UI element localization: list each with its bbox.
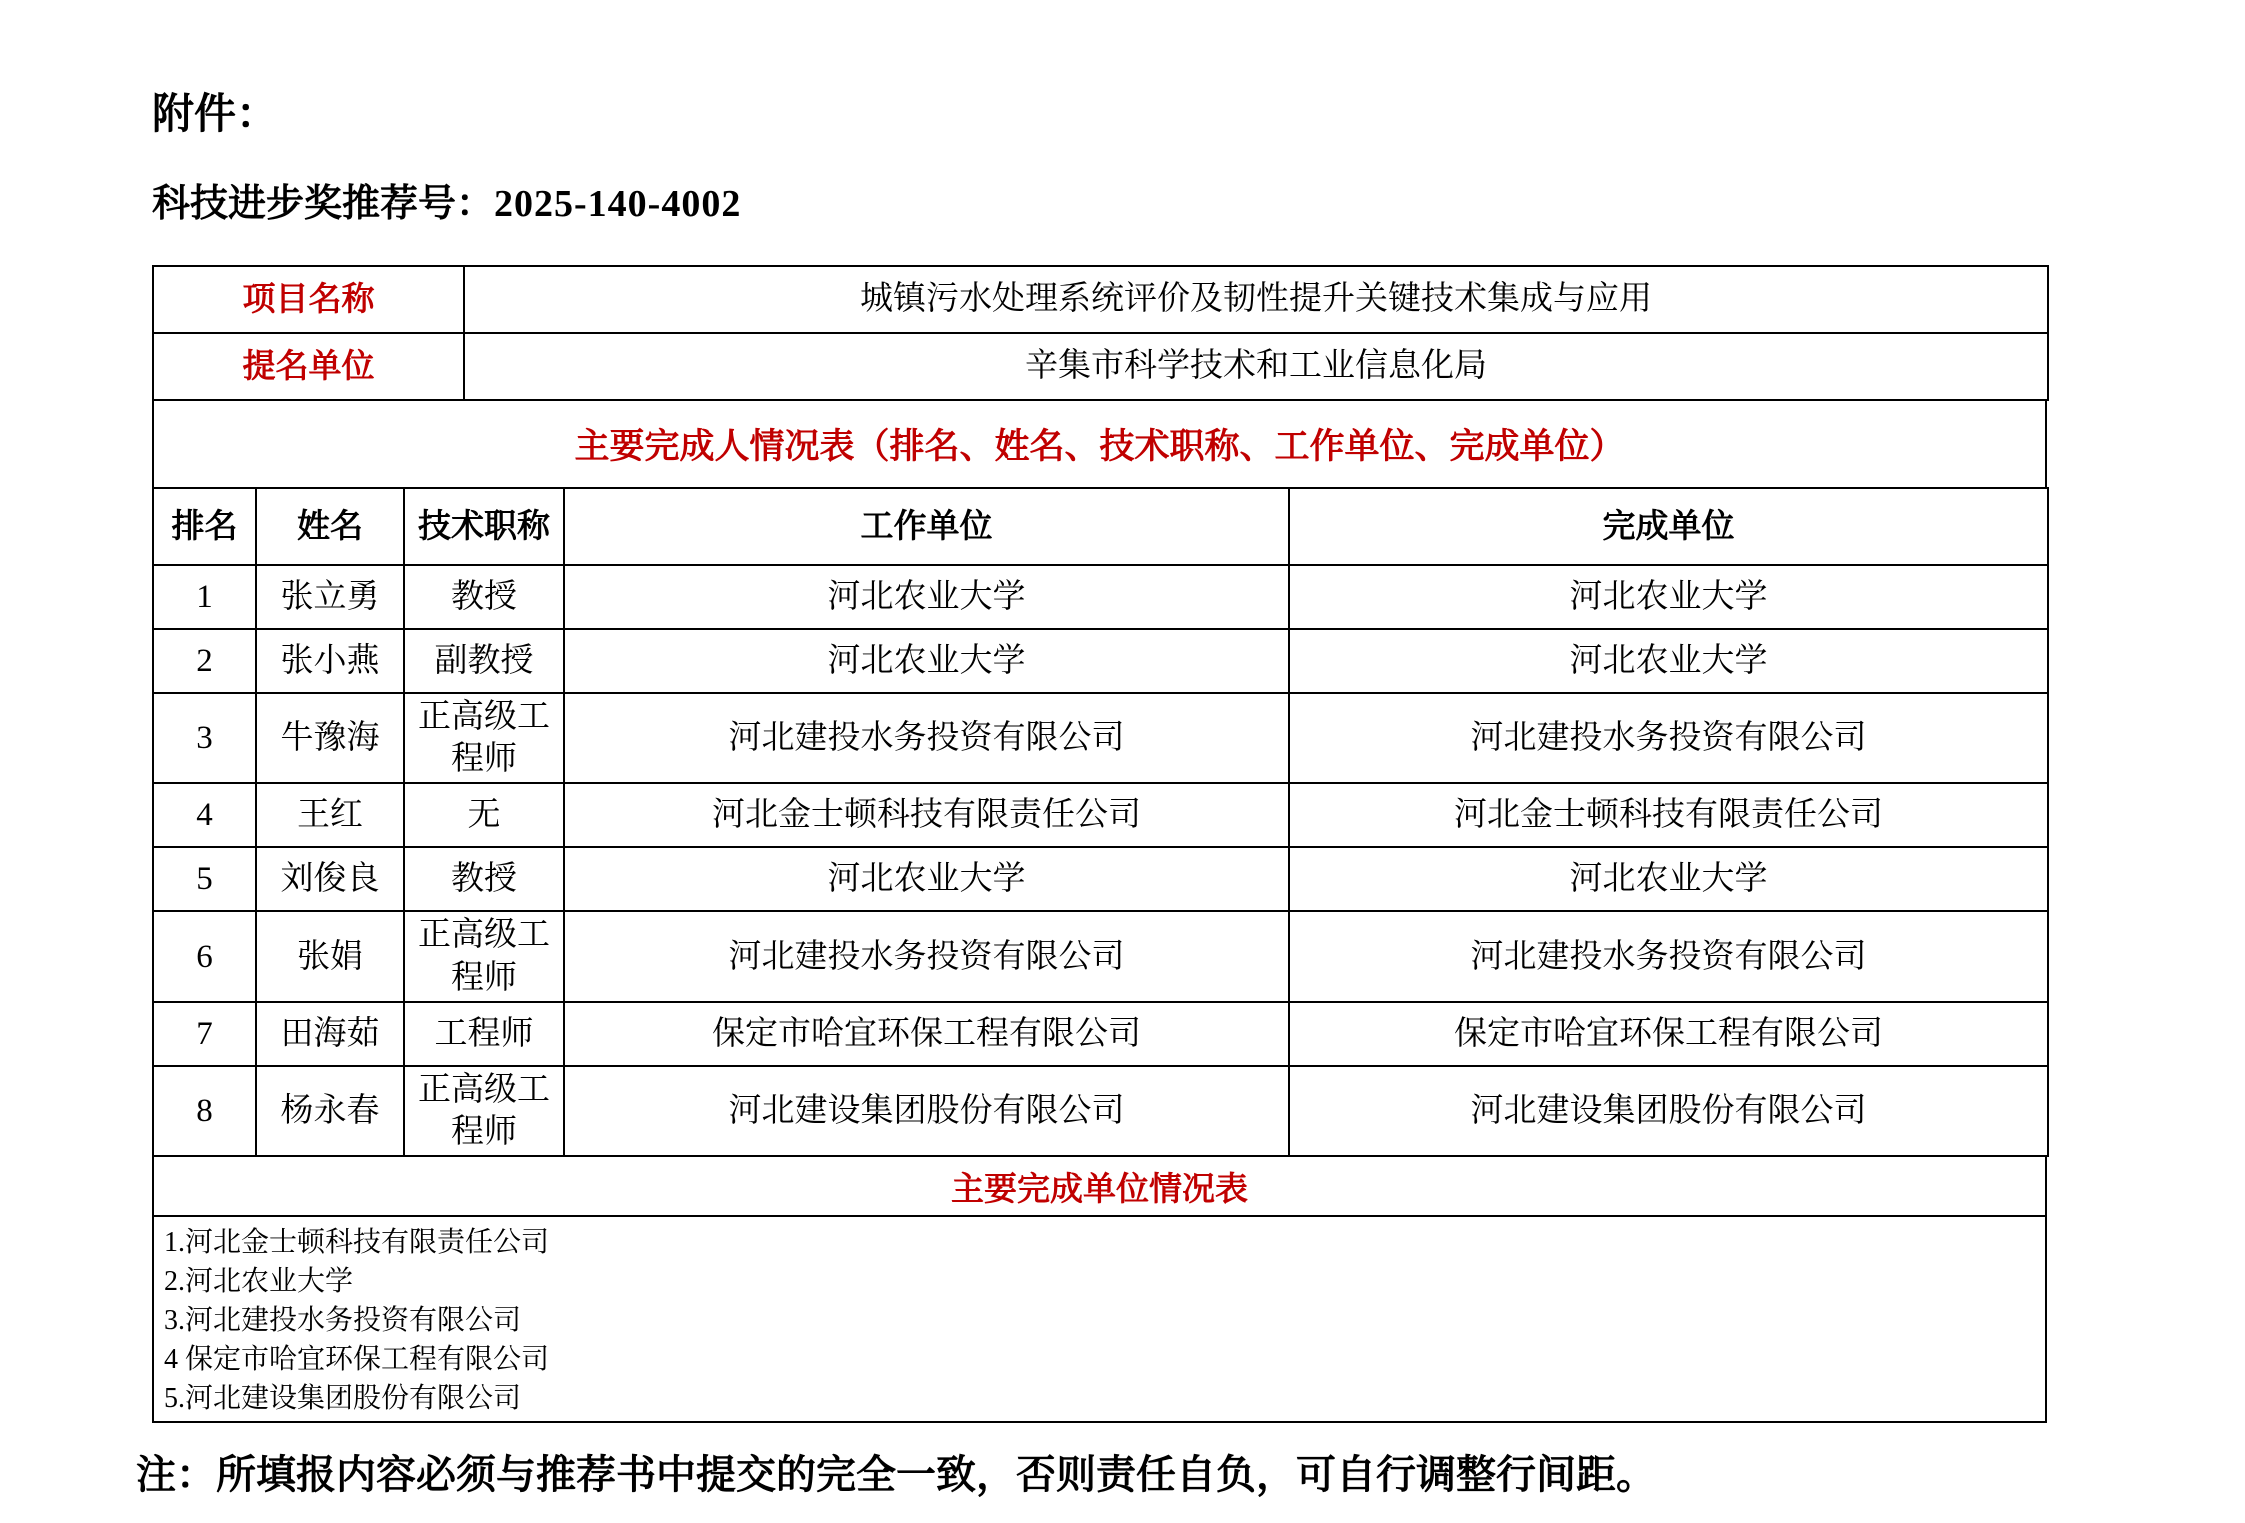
recommendation-number-line <box>152 182 2047 227</box>
header-title: 技术职称 <box>404 488 564 565</box>
project-name-value: 城镇污水处理系统评价及韧性提升关键技术集成与应用 <box>464 266 2048 333</box>
name-cell: 王红 <box>256 783 404 847</box>
rank-cell: 4 <box>153 783 256 847</box>
completion-unit-cell: 河北农业大学 <box>1289 565 2048 629</box>
work-unit-cell: 河北金士顿科技有限责任公司 <box>564 783 1289 847</box>
name-cell: 田海茹 <box>256 1002 404 1066</box>
rank-cell: 1 <box>153 565 256 629</box>
table-row <box>153 565 2048 629</box>
title-cell: 无 <box>404 783 564 847</box>
list-item: 4 保定市哈宜环保工程有限公司 <box>164 1344 550 1376</box>
title-cell: 副教授 <box>404 629 564 693</box>
title-cell: 正高级工程师 <box>404 911 564 1001</box>
table-row <box>153 783 2048 847</box>
table-row <box>153 1066 2048 1156</box>
rank-cell: 3 <box>153 693 256 783</box>
rank-cell: 5 <box>153 847 256 911</box>
title-cell: 正高级工程师 <box>404 1066 564 1156</box>
work-unit-cell: 河北建投水务投资有限公司 <box>564 911 1289 1001</box>
table-row <box>153 911 2048 1001</box>
nominator-label: 提名单位 <box>153 333 464 400</box>
table-row <box>153 847 2048 911</box>
completers-caption-row <box>152 399 2047 489</box>
work-unit-cell: 河北农业大学 <box>564 629 1289 693</box>
header-name: 姓名 <box>256 488 404 565</box>
list-item: 2.河北农业大学 <box>164 1266 354 1298</box>
project-info-table <box>152 265 2049 401</box>
rank-cell: 2 <box>153 629 256 693</box>
header-rank: 排名 <box>153 488 256 565</box>
completion-unit-cell: 河北建投水务投资有限公司 <box>1289 693 2048 783</box>
completers-table <box>152 487 2049 1157</box>
footer-note: 注：所填报内容必须与推荐书中提交的完全一致，否则责任自负，可自行调整行间距。 <box>136 1452 1656 1498</box>
recommendation-number-value: 2025-140-4002 <box>494 183 742 226</box>
completion-unit-cell: 河北农业大学 <box>1289 847 2048 911</box>
nominator-row <box>153 333 2048 400</box>
units-caption: 主要完成单位情况表 <box>951 1168 1248 1208</box>
completion-unit-cell: 河北农业大学 <box>1289 629 2048 693</box>
completers-header-row <box>153 488 2048 565</box>
name-cell: 张小燕 <box>256 629 404 693</box>
completion-unit-cell: 保定市哈宜环保工程有限公司 <box>1289 1002 2048 1066</box>
table-row <box>153 1002 2048 1066</box>
award-table <box>152 265 2047 1423</box>
units-caption-row <box>152 1155 2047 1217</box>
title-cell: 教授 <box>404 847 564 911</box>
list-item: 1.河北金士顿科技有限责任公司 <box>164 1227 550 1259</box>
list-item: 3.河北建投水务投资有限公司 <box>164 1305 522 1337</box>
project-name-label: 项目名称 <box>153 266 464 333</box>
rank-cell: 8 <box>153 1066 256 1156</box>
title-cell: 教授 <box>404 565 564 629</box>
rank-cell: 7 <box>153 1002 256 1066</box>
header-work-unit: 工作单位 <box>564 488 1289 565</box>
work-unit-cell: 河北农业大学 <box>564 565 1289 629</box>
completion-unit-cell: 河北建设集团股份有限公司 <box>1289 1066 2048 1156</box>
name-cell: 杨永春 <box>256 1066 404 1156</box>
units-list-cell <box>152 1215 2047 1423</box>
completion-unit-cell: 河北金士顿科技有限责任公司 <box>1289 783 2048 847</box>
project-name-row <box>153 266 2048 333</box>
header-completion-unit: 完成单位 <box>1289 488 2048 565</box>
name-cell: 刘俊良 <box>256 847 404 911</box>
work-unit-cell: 河北建设集团股份有限公司 <box>564 1066 1289 1156</box>
name-cell: 张娟 <box>256 911 404 1001</box>
name-cell: 牛豫海 <box>256 693 404 783</box>
work-unit-cell: 河北建投水务投资有限公司 <box>564 693 1289 783</box>
completers-caption: 主要完成人情况表（排名、姓名、技术职称、工作单位、完成单位） <box>574 426 1625 467</box>
rank-cell: 6 <box>153 911 256 1001</box>
title-cell: 工程师 <box>404 1002 564 1066</box>
work-unit-cell: 河北农业大学 <box>564 847 1289 911</box>
list-item: 5.河北建设集团股份有限公司 <box>164 1383 522 1415</box>
title-cell: 正高级工程师 <box>404 693 564 783</box>
recommendation-number-label: 科技进步奖推荐号： <box>152 181 495 226</box>
table-row <box>153 629 2048 693</box>
work-unit-cell: 保定市哈宜环保工程有限公司 <box>564 1002 1289 1066</box>
name-cell: 张立勇 <box>256 565 404 629</box>
nominator-value: 辛集市科学技术和工业信息化局 <box>464 333 2048 400</box>
attachment-heading: 附件： <box>152 89 279 138</box>
completion-unit-cell: 河北建投水务投资有限公司 <box>1289 911 2048 1001</box>
table-row <box>153 693 2048 783</box>
